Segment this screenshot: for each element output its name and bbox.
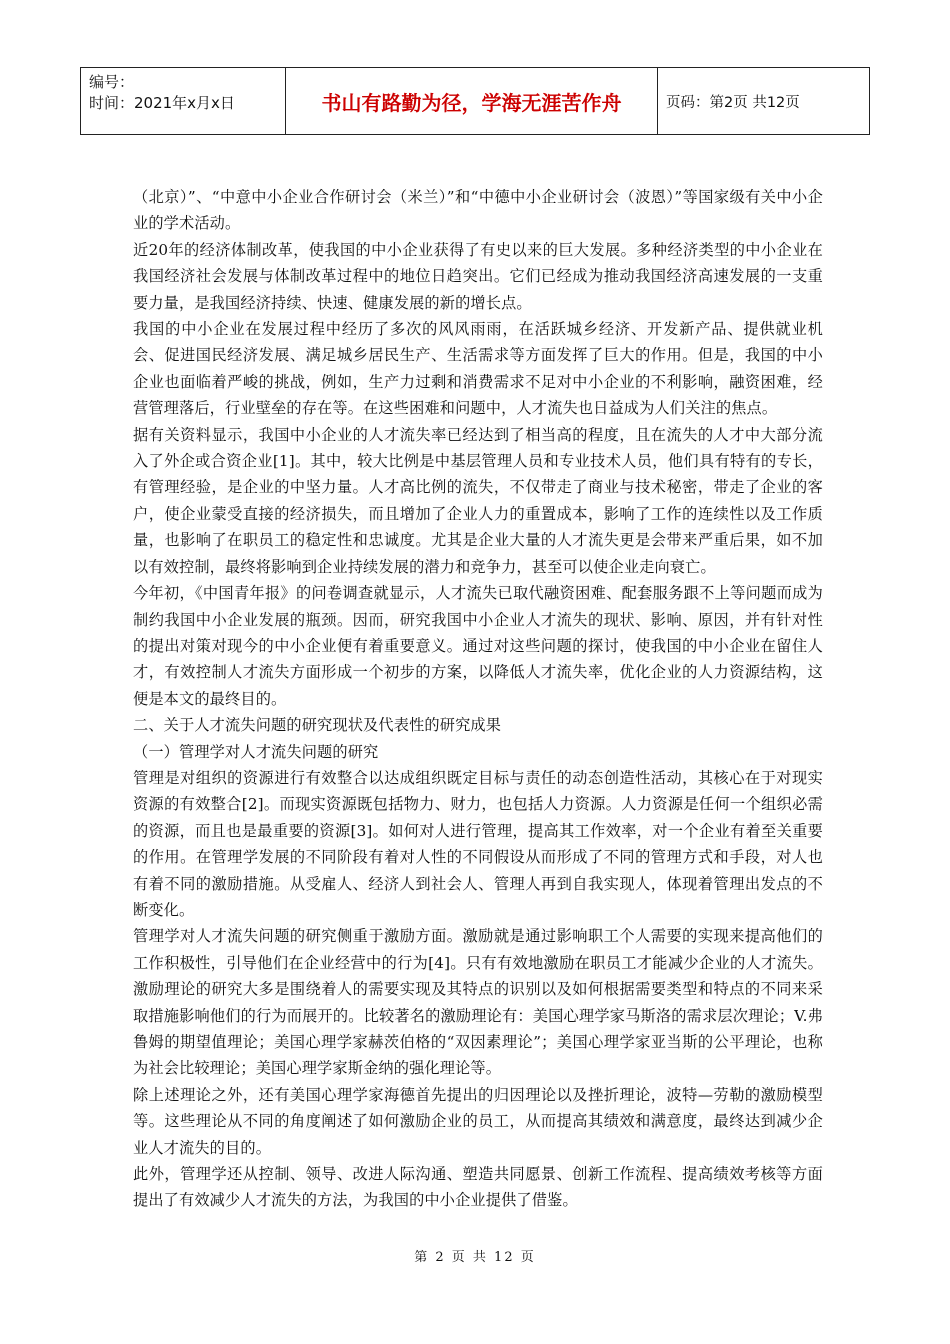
- paragraph: 今年初，《中国青年报》的问卷调查就显示，人才流失已取代融资困难、配套服务跟不上等问题而成为制约我国中小企业发展的瓶颈。因而，研究我国中小企业人才流失的现状、影响、原因，并有针对性的提出对策对现今的中小企业便有着重要意义。通过对这些问题的探讨，使我国的中小企业在留住人才，有效控制人才流失方面形成一个初步的方案，以降低人才流失率，优化企业的人力资源结构，这便是本文的最终目的。: [133, 584, 823, 708]
- document-body: [133, 184, 823, 1214]
- page-footer: [0, 1246, 950, 1265]
- number-label: 编号：: [89, 73, 135, 91]
- paragraph: 据有关资料显示，我国中小企业的人才流失率已经达到了相当高的程度，且在流失的人才中大部分流入了外企或合资企业[1]。其中，较大比例是中基层管理人员和专业技术人员，他们具有特有的专长，有管理经验，是企业的中坚力量。人才高比例的流失，不仅带走了商业与技术秘密，带走了企业的客户，使企业蒙受直接的经济损失，而且增加了企业人力的重置成本，影响了工作的连续性以及工作质量，也影响了在职员工的稳定性和忠诚度。尤其是企业大量的人才流失更是会带来严重后果，如不加以有效控制，最终将影响到企业持续发展的潜力和竞争力，甚至可以使企业走向衰亡。: [133, 425, 823, 576]
- header-meta-cell: [81, 68, 286, 134]
- paragraph: 除上述理论之外，还有美国心理学家海德首先提出的归因理论以及挫折理论，波特—劳勒的激励模型等。这些理论从不同的角度阐述了如何激励企业的员工，从而提高其绩效和满意度，最终达到减少企业人才流失的目的。: [133, 1085, 823, 1157]
- motto-cell: [286, 68, 658, 134]
- header-table: [80, 67, 870, 135]
- subsection-heading: （一）管理学对人才流失问题的研究: [133, 742, 379, 761]
- paragraph: 管理是对组织的资源进行有效整合以达成组织既定目标与责任的动态创造性活动，其核心在于对现实资源的有效整合[2]。而现实资源既包括物力、财力，也包括人力资源。人力资源是任何一个组织必需的资源，而且也是最重要的资源[3]。如何对人进行管理，提高其工作效率，对一个企业有着至关重要的作用。在管理学发展的不同阶段有着对人性的不同假设从而形成了不同的管理方式和手段，对人也有着不同的激励措施。从受雇人、经济人到社会人、管理人再到自我实现人，体现着管理出发点的不断变化。: [133, 768, 823, 919]
- paragraph: 管理学对人才流失问题的研究侧重于激励方面。激励就是通过影响职工个人需要的实现来提高他们的工作积极性，引导他们在企业经营中的行为[4]。只有有效地激励在职员工才能减少企业的人才流失。激励理论的研究大多是围绕着人的需要实现及其特点的识别以及如何根据需要类型和特点的不同来采取措施影响他们的行为而展开的。比较著名的激励理论有：美国心理学家马斯洛的需求层次理论；V.弗鲁姆的期望值理论；美国心理学家赫茨伯格的“双因素理论”；美国心理学家亚当斯的公平理论，也称为社会比较理论；美国心理学家斯金纳的强化理论等。: [133, 927, 823, 1078]
- paragraph: 近20年的经济体制改革，使我国的中小企业获得了有史以来的巨大发展。多种经济类型的中小企业在我国经济社会发展与体制改革过程中的地位日趋突出。它们已经成为推动我国经济高速发展的一支重要力量，是我国经济持续、快速、健康发展的新的增长点。: [133, 240, 823, 312]
- time-label: 时间：2021年x月x日: [89, 94, 235, 112]
- paragraph: 我国的中小企业在发展过程中经历了多次的风风雨雨，在活跃城乡经济、开发新产品、提供就业机会、促进国民经济发展、满足城乡居民生产、生活需求等方面发挥了巨大的作用。但是，我国的中小企业也面临着严峻的挑战，例如，生产力过剩和消费需求不足对中小企业的不利影响，融资困难，经营管理落后，行业壁垒的存在等。在这些困难和问题中，人才流失也日益成为人们关注的焦点。: [133, 320, 823, 418]
- footer-page-number: 第 2 页 共 12 页: [414, 1250, 536, 1265]
- paragraph: （北京）”、“中意中小企业合作研讨会（米兰）”和“中德中小企业研讨会（波恩）”等国家级有关中小企业的学术活动。: [133, 188, 823, 233]
- section-heading: 二、关于人才流失问题的研究现状及代表性的研究成果: [133, 716, 502, 735]
- page-info-cell: [658, 68, 869, 134]
- paragraph: 此外，管理学还从控制、领导、改进人际沟通、塑造共同愿景、创新工作流程、提高绩效考核等方面提出了有效减少人才流失的方法，为我国的中小企业提供了借鉴。: [133, 1165, 823, 1210]
- motto-text: 书山有路勤为径，学海无涯苦作舟: [321, 90, 622, 115]
- page-info-text: 页码：第2页 共12页: [666, 94, 800, 111]
